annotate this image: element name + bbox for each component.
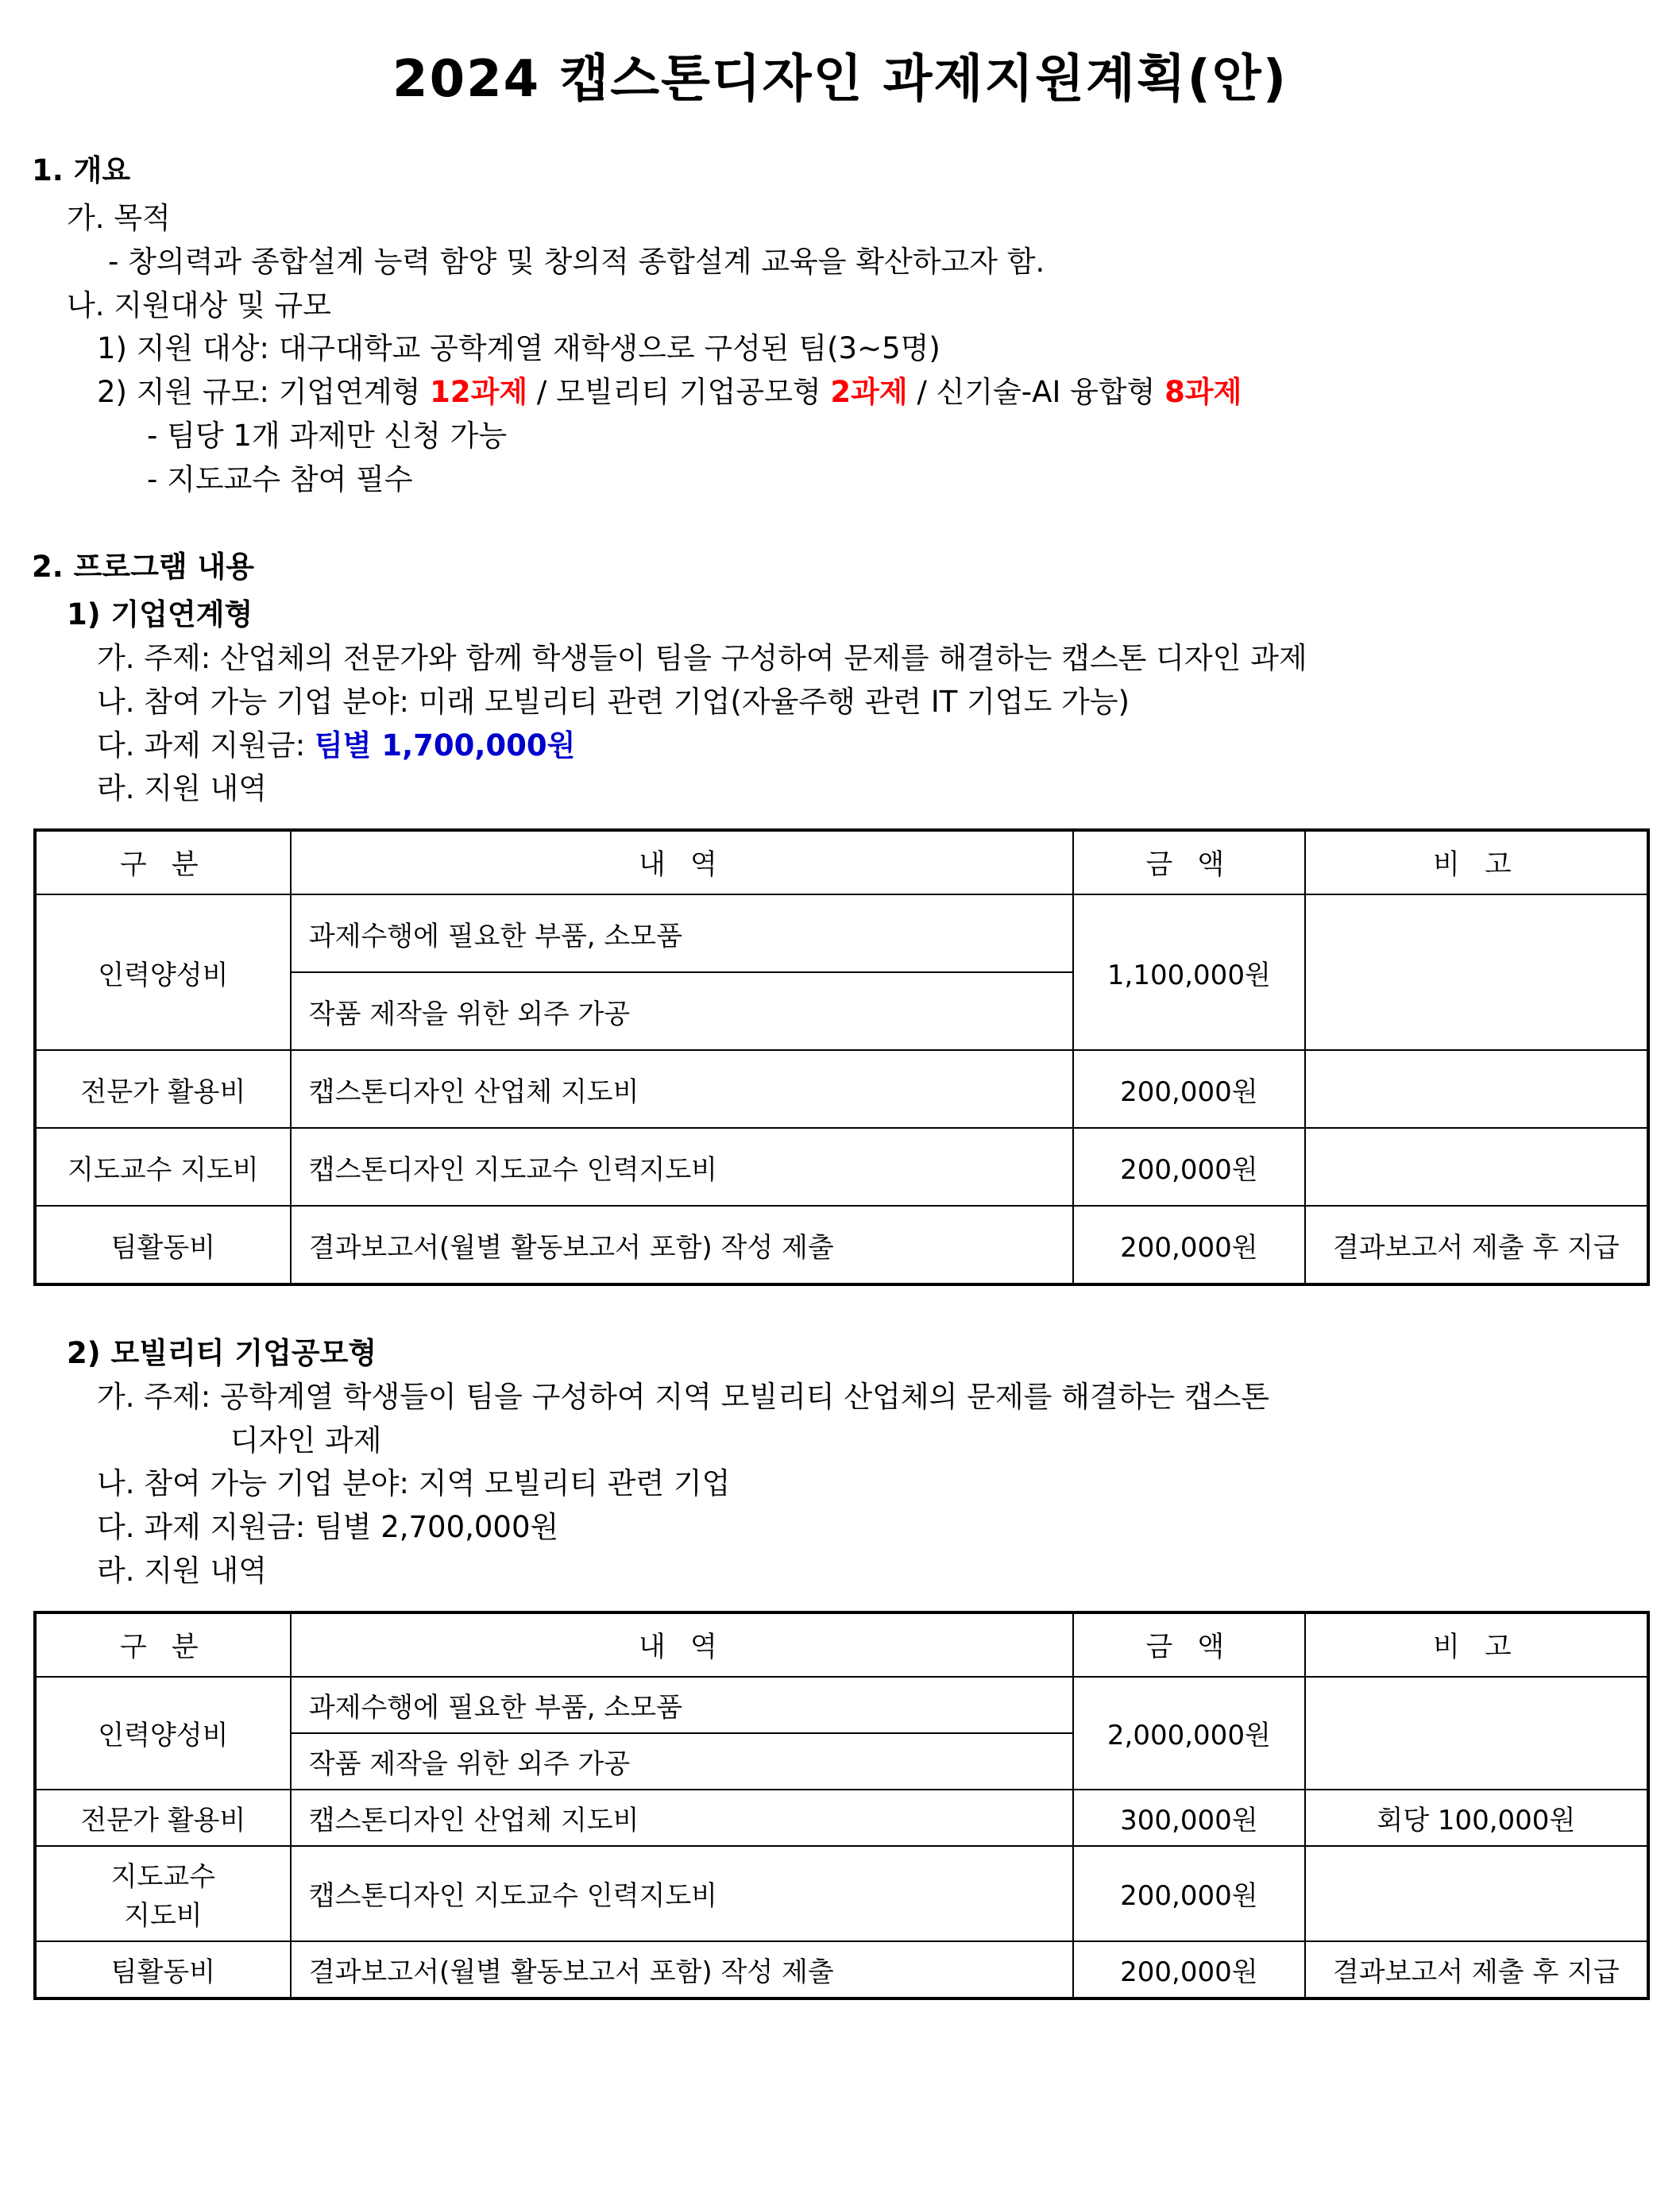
cell-remark: 결과보고서 제출 후 지급 <box>1305 1206 1648 1284</box>
program-1-funding <box>97 724 1648 768</box>
table-header-remark: 비 고 <box>1305 830 1648 894</box>
table-header-row <box>35 830 1648 894</box>
table-header-details: 내 역 <box>291 1612 1073 1677</box>
table-row <box>35 1941 1648 1998</box>
cell-remark <box>1305 1050 1648 1128</box>
cell-amount: 300,000원 <box>1073 1790 1305 1846</box>
table-row <box>35 1677 1648 1733</box>
program-2-funding: 다. 과제 지원금: 팀별 2,700,000원 <box>97 1510 559 1544</box>
table-header-amount: 금 액 <box>1073 1612 1305 1677</box>
cell-division-line-2: 지도비 <box>124 1899 203 1932</box>
cell-remark <box>1305 1846 1648 1941</box>
cell-remark: 결과보고서 제출 후 지급 <box>1305 1941 1648 1998</box>
table-row <box>35 1050 1648 1128</box>
support-count-ai: 8과제 <box>1164 375 1242 409</box>
section-1-b-label: 나. 지원대상 및 규모 <box>67 288 331 322</box>
cell-detail: 캡스톤디자인 산업체 지도비 <box>291 1790 1073 1846</box>
cell-division: 팀활동비 <box>35 1941 291 1998</box>
support-count-mobility: 2과제 <box>830 375 908 409</box>
cell-remark <box>1305 1677 1648 1790</box>
cell-division: 전문가 활용비 <box>35 1790 291 1846</box>
cell-division: 인력양성비 <box>35 894 291 1050</box>
cell-remark: 회당 100,000원 <box>1305 1790 1648 1846</box>
support-scale-pre: 2) 지원 규모: 기업연계형 <box>97 375 431 409</box>
cell-detail: 캡스톤디자인 지도교수 인력지도비 <box>291 1128 1073 1206</box>
program-1-topic: 가. 주제: 산업체의 전문가와 함께 학생들이 팀을 구성하여 문제를 해결하는 캡스톤 디자인 과제 <box>97 641 1307 675</box>
table-row <box>35 894 1648 972</box>
program-2-topic-line-1: 가. 주제: 공학계열 학생들이 팀을 구성하여 지역 모빌리티 산업체의 문제를 해결하는 캡스톤 <box>97 1379 1270 1414</box>
program-2-title: 2) 모빌리티 기업공모형 <box>67 1336 377 1370</box>
table-row <box>35 1846 1648 1941</box>
cell-division: 전문가 활용비 <box>35 1050 291 1128</box>
program-1-breakdown-label: 라. 지원 내역 <box>97 771 267 806</box>
program-2-company-field: 나. 참여 가능 기업 분야: 지역 모빌리티 관련 기업 <box>97 1466 731 1501</box>
cell-division <box>35 1846 291 1941</box>
table-row <box>35 1790 1648 1846</box>
support-scale-mid-2: / 신기술-AI 융합형 <box>907 375 1165 409</box>
program-gap <box>32 1286 1648 1332</box>
cell-amount: 2,000,000원 <box>1073 1677 1305 1790</box>
section-1-a-label: 가. 목적 <box>67 201 171 235</box>
table-row <box>35 1206 1648 1284</box>
cell-detail: 과제수행에 필요한 부품, 소모품 <box>291 894 1073 972</box>
program-2-topic-line-2: 디자인 과제 <box>230 1423 382 1458</box>
section-1-b-sub-1: - 팀당 1개 과제만 신청 가능 <box>147 418 508 453</box>
program-2-breakdown-label: 라. 지원 내역 <box>97 1553 267 1588</box>
cell-detail: 작품 제작을 위한 외주 가공 <box>291 1733 1073 1790</box>
table-header-remark: 비 고 <box>1305 1612 1648 1677</box>
cell-detail: 과제수행에 필요한 부품, 소모품 <box>291 1677 1073 1733</box>
cell-remark <box>1305 894 1648 1050</box>
section-1-b-sub-2: - 지도교수 참여 필수 <box>147 461 413 496</box>
section-gap <box>32 501 1648 543</box>
support-count-company: 12과제 <box>430 375 528 409</box>
table-row <box>35 1128 1648 1206</box>
program-1-title: 1) 기업연계형 <box>67 597 253 632</box>
cell-division: 팀활동비 <box>35 1206 291 1284</box>
page-title: 2024 캡스톤디자인 과제지원계획(안) <box>392 50 1288 109</box>
section-1-a-item-1: - 창의력과 종합설계 능력 함양 및 창의적 종합설계 교육을 확산하고자 함. <box>108 244 1045 279</box>
table-header-division: 구 분 <box>35 1612 291 1677</box>
cell-remark <box>1305 1128 1648 1206</box>
cell-amount: 200,000원 <box>1073 1941 1305 1998</box>
cell-detail: 결과보고서(월별 활동보고서 포함) 작성 제출 <box>291 1941 1073 1998</box>
cell-amount: 1,100,000원 <box>1073 894 1305 1050</box>
support-scale-mid-1: / 모빌리티 기업공모형 <box>527 375 831 409</box>
cell-amount: 200,000원 <box>1073 1128 1305 1206</box>
table-header-row <box>35 1612 1648 1677</box>
cell-detail: 결과보고서(월별 활동보고서 포함) 작성 제출 <box>291 1206 1073 1284</box>
program-1-funding-table <box>33 828 1650 1286</box>
table-header-division: 구 분 <box>35 830 291 894</box>
cell-detail: 캡스톤디자인 지도교수 인력지도비 <box>291 1846 1073 1941</box>
program-2-funding-table <box>33 1611 1650 2000</box>
cell-detail: 작품 제작을 위한 외주 가공 <box>291 972 1073 1050</box>
table-header-amount: 금 액 <box>1073 830 1305 894</box>
cell-amount: 200,000원 <box>1073 1846 1305 1941</box>
section-2-heading: 2. 프로그램 내용 <box>32 550 255 585</box>
section-1-b-item-1: 1) 지원 대상: 대구대학교 공학계열 재학생으로 구성된 팀(3~5명) <box>97 331 940 366</box>
program-1-company-field: 나. 참여 가능 기업 분야: 미래 모빌리티 관련 기업(자율주행 관련 IT 기업도 가능) <box>97 684 1130 719</box>
cell-division: 인력양성비 <box>35 1677 291 1790</box>
cell-division: 지도교수 지도비 <box>35 1128 291 1206</box>
cell-detail: 캡스톤디자인 산업체 지도비 <box>291 1050 1073 1128</box>
program-1-funding-amount: 팀별 1,700,000원 <box>314 728 576 763</box>
cell-amount: 200,000원 <box>1073 1206 1305 1284</box>
cell-amount: 200,000원 <box>1073 1050 1305 1128</box>
section-1-heading: 1. 개요 <box>32 153 131 187</box>
table-header-details: 내 역 <box>291 830 1073 894</box>
section-1-b-item-2 <box>97 371 1648 415</box>
program-1-funding-label: 다. 과제 지원금: <box>97 728 315 763</box>
cell-division-line-1: 지도교수 <box>110 1860 216 1893</box>
